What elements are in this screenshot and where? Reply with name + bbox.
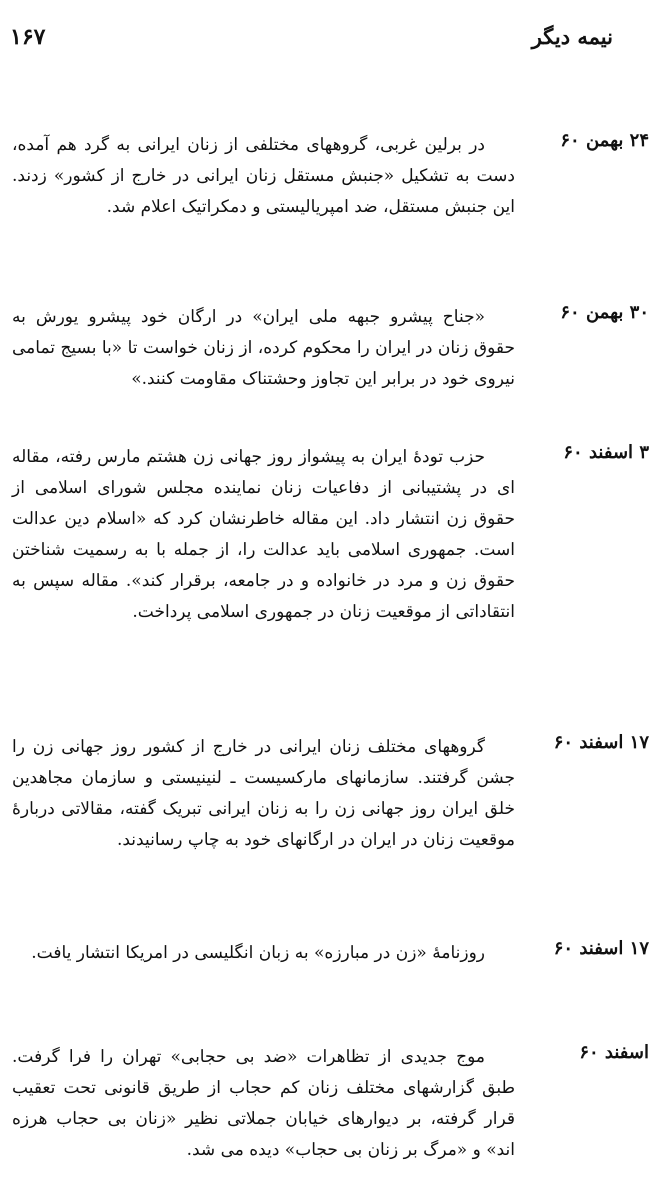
chronology-entry	[0, 430, 655, 720]
chronology-entries	[0, 118, 655, 1200]
entry-date: ۲۴ بهمن ۶۰	[560, 130, 649, 151]
entry-text: روزنامهٔ «زن در مبارزه» به زبان انگلیسی در امریکا انتشار یافت.	[31, 943, 485, 963]
page-number: ۱۶۷	[10, 24, 46, 50]
chronology-entry	[0, 926, 655, 1030]
chronology-entry	[0, 1030, 655, 1200]
entry-date: ۳ اسفند ۶۰	[563, 442, 649, 463]
entry-date: ۱۷ اسفند ۶۰	[553, 938, 649, 959]
chronology-entry	[0, 720, 655, 926]
entry-text: موج جدیدی از تظاهرات «ضد بی حجابی» تهران را فرا گرفت. طبق گزارشهای مختلف زنان کم حجاب از طریق قانونی تحت تعقیب قرار گرفته، بر دیوارهای خیابان جملاتی نظیر «زنان بی حجاب هرزه اند» و «مرگ بر زنان بی حجاب» دیده می شد.	[12, 1047, 515, 1160]
entry-date: ۳۰ بهمن ۶۰	[560, 302, 649, 323]
entry-text: «جناح پیشرو جبهه ملی ایران» در ارگان خود پیشرو یورش به حقوق زنان در ایران را محکوم کرده، از زنان خواست تا «با بسیج تمامی نیروی خود در برابر این تجاوز وحشتناک مقاومت کنند.»	[12, 307, 515, 389]
entry-text: گروههای مختلف زنان ایرانی در خارج از کشور روز جهانی زن را جشن گرفتند. سازمانهای مارکسیست ـ لنینیستی و سازمان مجاهدین خلق ایران روز جهانی زن را به زنان ایرانی تبریک گفته، مقالاتی دربارهٔ موقعیت زنان در ایران در ارگانهای خود به چاپ رسانیدند.	[12, 737, 515, 850]
chronology-entry	[0, 118, 655, 290]
running-title: نیمه دیگر	[531, 24, 613, 49]
entry-text: حزب تودهٔ ایران به پیشواز روز جهانی زن هشتم مارس رفته، مقاله ای در پشتیبانی از دفاعیات زنان نماینده مجلس شورای اسلامی از حقوق زن انتشار داد. این مقاله خاطرنشان کرد که «اسلام دین عدالت است. جمهوری اسلامی باید عدالت را، از جمله با به رسمیت شناختن حقوق زن و مرد در خانواده و در جامعه، برقرار کند». مقاله سپس به انتقاداتی از موقعیت زنان در جمهوری اسلامی پرداخت.	[12, 447, 515, 622]
entry-date: ۱۷ اسفند ۶۰	[553, 732, 649, 753]
chronology-entry	[0, 290, 655, 430]
entry-date: اسفند ۶۰	[579, 1042, 649, 1063]
entry-text: در برلین غربی، گروههای مختلفی از زنان ایرانی به گرد هم آمده، دست به تشکیل «جنبش مستقل زنان ایرانی در خارج از کشور» زدند. این جنبش مستقل، ضد امپریالیستی و دمکراتیک اعلام شد.	[12, 135, 515, 217]
page-header	[0, 24, 655, 64]
